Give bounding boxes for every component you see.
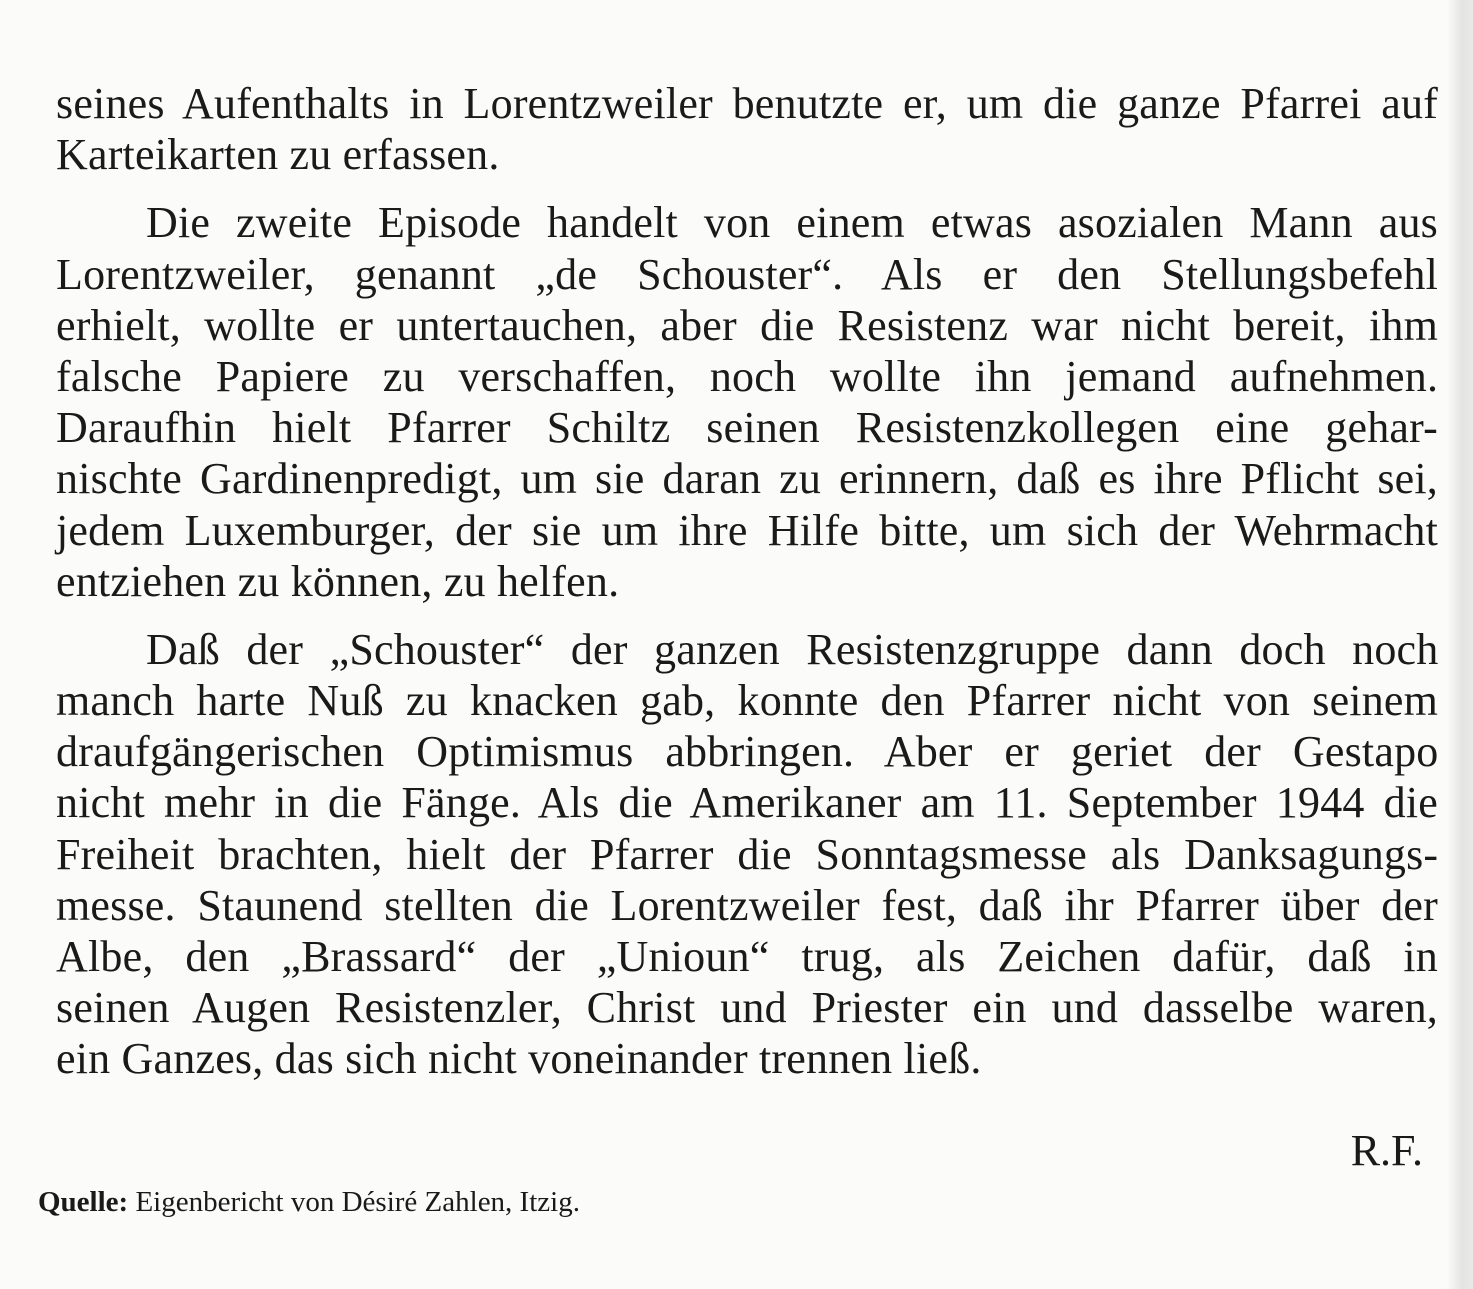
paragraph-3 xyxy=(56,624,1438,1085)
text-line: seinen Augen Resistenzler, Christ und Priester ein und dasselbe waren, xyxy=(56,983,1438,1033)
text-line: Freiheit brachten, hielt der Pfarrer die Sonntagsmesse als Danksagungs- xyxy=(56,829,1439,879)
text-line: draufgängerischen Optimismus abbringen. Aber er geriet der Gestapo xyxy=(56,727,1439,777)
text-line: Albe, den „Brassard“ der „Unioun“ trug, als Zeichen dafür, daß in xyxy=(56,932,1438,981)
author-initials: R.F. xyxy=(1350,1126,1423,1175)
text-line: manch harte Nuß zu knacken gab, konnte den Pfarrer nicht von seinem xyxy=(56,676,1439,726)
source-text: Eigenbericht von Désiré Zahlen, Itzig. xyxy=(135,1186,580,1218)
text-line: erhielt, wollte er untertauchen, aber die Resistenz war nicht bereit, ihm xyxy=(56,300,1439,350)
text-line: jedem Luxemburger, der sie um ihre Hilfe bitte, um sich der Wehrmacht xyxy=(56,505,1438,555)
text-line: nicht mehr in die Fänge. Als die Amerikaner am 11. September 1944 die xyxy=(56,778,1438,828)
text-line: falsche Papiere zu verschaffen, noch wollte ihn jemand aufnehmen. xyxy=(56,351,1439,401)
text-line: Die zweite Episode handelt von einem etwas asozialen Mann aus xyxy=(146,198,1438,248)
text-line: messe. Staunend stellten die Lorentzweiler fest, daß ihr Pfarrer über der xyxy=(56,880,1438,930)
text-line: Lorentzweiler, genannt „de Schouster“. Als er den Stellungsbefehl xyxy=(56,249,1438,299)
paragraph-2 xyxy=(56,197,1438,607)
text-line: entziehen zu können, zu helfen. xyxy=(56,556,620,606)
text-line: ein Ganzes, das sich nicht voneinander trennen ließ. xyxy=(56,1034,982,1084)
text-line: Karteikarten zu erfassen. xyxy=(56,130,500,180)
paragraph-1 xyxy=(56,78,1438,180)
body-text xyxy=(56,78,1438,1085)
page-binding-shadow xyxy=(1447,0,1473,1289)
text-line: Daß der „Schouster“ der ganzen Resistenzgruppe dann doch noch xyxy=(146,624,1439,674)
text-line: seines Aufenthalts in Lorentzweiler benutzte er, um die ganze Pfarrei auf xyxy=(56,79,1438,128)
text-line: Daraufhin hielt Pfarrer Schiltz seinen Resistenzkollegen eine gehar- xyxy=(56,403,1438,453)
source-note xyxy=(38,1184,580,1220)
text-line: nischte Gardinenpredigt, um sie daran zu erinnern, daß es ihre Pflicht sei, xyxy=(56,454,1438,504)
source-label: Quelle: xyxy=(38,1186,129,1218)
